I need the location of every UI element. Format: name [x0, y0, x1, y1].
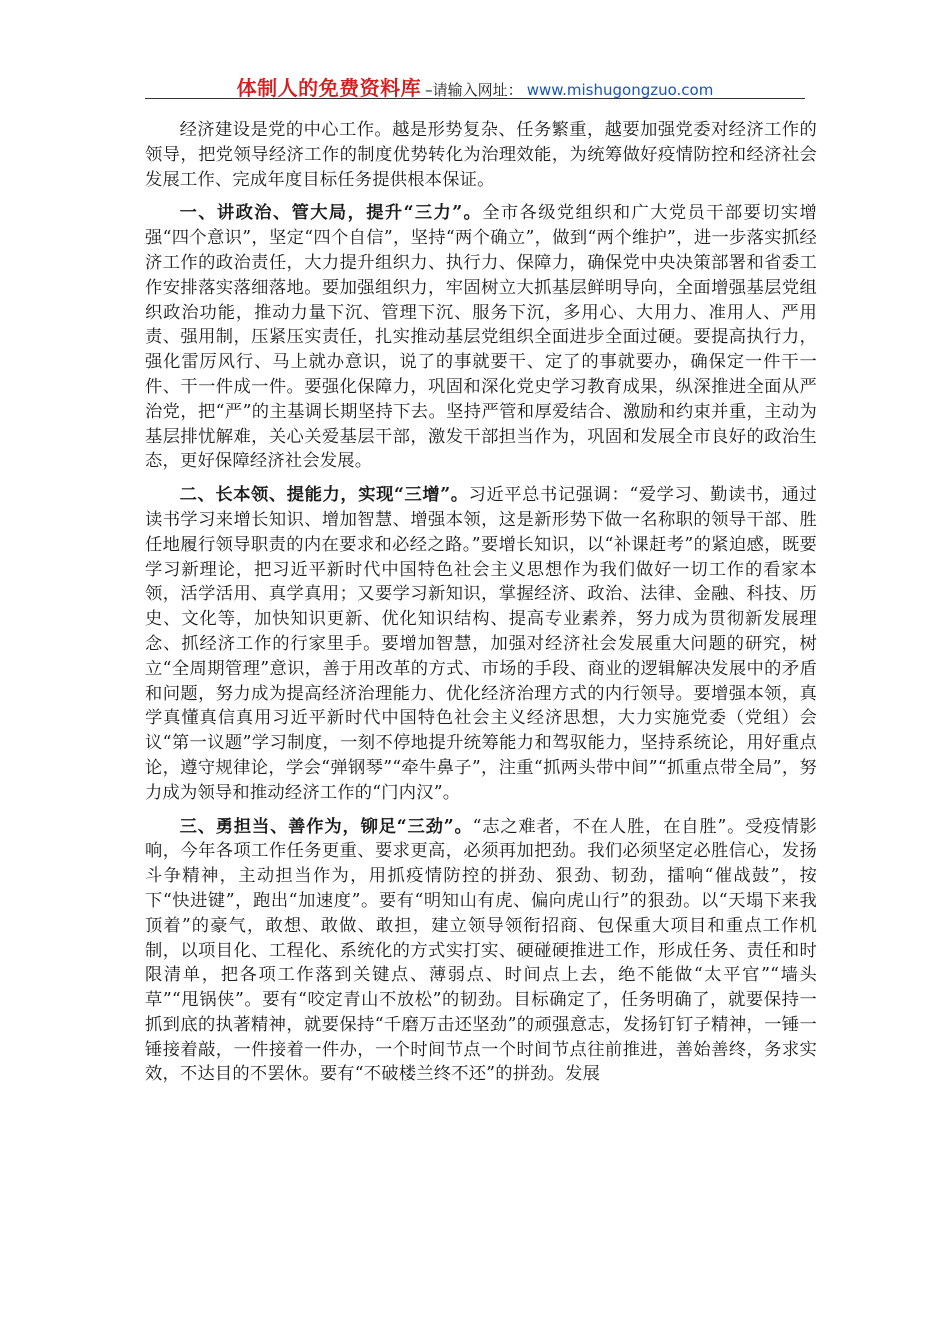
paragraph-text: 习近平总书记强调：“爱学习、勤读书，通过读书学习来增长知识、增加智慧、增强本领，这是新形势下做一名称职的领导干部、胜任地履行领导职责的内在要求和必经之路。”要增长知识，以“补课赶考”的紧迫感，既要学习新理论，把习近平新时代中国特色社会主义思想作为我们做好一切工作的看家本领，活学活用、真学真用；又要学习新知识，掌握经济、政治、法律、金融、科技、历史、文化等，加快知识更新、优化知识结构、提高专业素养，努力成为贯彻新发展理念、抓经济工作的行家里手。要增加智慧，加强对经济社会发展重大问题的研究，树立“全周期管理”意识，善于用改革的方式、市场的手段、商业的逻辑解决发展中的矛盾和问题，努力成为提高经济治理能力、优化经济治理方式的内行领导。要增强本领，真学真懂真信真用习近平新时代中国特色社会主义经济思想，大力实施党委（党组）会议“第一议题”学习制度，一刻不停地提升统筹能力和驾驭能力，坚持系统论，用好重点论，遵守规律论，学会“弹钢琴”“牵牛鼻子”，注重“抓两头带中间”“抓重点带全局”，努力成为领导和推动经济工作的“门内汉”。 — [145, 485, 817, 803]
header-url-prompt: –请输入网址： — [425, 81, 523, 99]
paragraph-section-3 — [145, 815, 817, 1088]
paragraph-text: 全市各级党组织和广大党员干部要切实增强“四个意识”，坚定“四个自信”，坚持“两个确立”，做到“两个维护”，进一步落实抓经济工作的政治责任，大力提升组织力、执行力、保障力，确保党中央决策部署和省委工作安排落实落细落地。要加强组织力，牢固树立大抓基层鲜明导向，全面增强基层党组织政治功能，推动力量下沉、管理下沉、服务下沉，多用心、大用力、准用人、严用责、强用制，压紧压实责任，扎实推动基层党组织全面进步全面过硬。要提高执行力，强化雷厉风行、马上就办意识，说了的事就要干、定了的事就要办，确保定一件干一件、干一件成一件。要强化保障力，巩固和深化党史学习教育成果，纵深推进全面从严治党，把“严”的主基调长期坚持下去。坚持严管和厚爱结合、激励和约束并重，主动为基层排忧解难，关心关爱基层干部，激发干部担当作为，巩固和发展全市良好的政治生态，更好保障经济社会发展。 — [145, 203, 817, 472]
header-url-link[interactable]: www.mishugongzuo.com — [526, 81, 714, 99]
paragraph-section-1 — [145, 201, 817, 474]
document-body — [145, 118, 817, 1096]
header-brand-title: 体制人的免费资料库 — [236, 76, 422, 100]
paragraph-intro — [145, 118, 817, 192]
paragraph-heading: 一、讲政治、管大局，提升“三力”。 — [179, 203, 483, 224]
paragraph-heading: 二、长本领、提能力，实现“三增”。 — [179, 485, 469, 506]
paragraph-text: 经济建设是党的中心工作。越是形势复杂、任务繁重，越要加强党委对经济工作的领导，把党领导经济工作的制度优势转化为治理效能，为统筹做好疫情防控和经济社会发展工作、完成年度目标任务提供根本保证。 — [145, 120, 817, 190]
header-divider — [145, 98, 805, 99]
paragraph-section-2 — [145, 483, 817, 805]
paragraph-text: “志之难者，不在人胜，在自胜”。受疫情影响，今年各项工作任务更重、要求更高，必须再加把劲。我们必须坚定必胜信心，发扬斗争精神，主动担当作为，用抓疫情防控的拼劲、狠劲、韧劲，擂响“催战鼓”，按下“快进键”，跑出“加速度”。要有“明知山有虎、偏向虎山行”的狠劲。以“天塌下来我顶着”的豪气，敢想、敢做、敢担，建立领导领衔招商、包保重大项目和重点工作机制，以项目化、工程化、系统化的方式实打实、硬碰硬推进工作，形成任务、责任和时限清单，把各项工作落到关键点、薄弱点、时间点上去，绝不能做“太平官”“墙头草”“甩锅侠”。要有“咬定青山不放松”的韧劲。目标确定了，任务明确了，就要保持一抓到底的执著精神，就要保持“千磨万击还坚劲”的顽强意志，发扬钉钉子精神，一锤一锤接着敲，一件接着一件办，一个时间节点一个时间节点往前推进，善始善终，务求实效，不达目的不罢休。要有“不破楼兰终不还”的拼劲。发展 — [145, 816, 818, 1085]
page-header — [145, 72, 805, 100]
paragraph-heading: 三、勇担当、善作为，铆足“三劲”。 — [179, 816, 473, 837]
